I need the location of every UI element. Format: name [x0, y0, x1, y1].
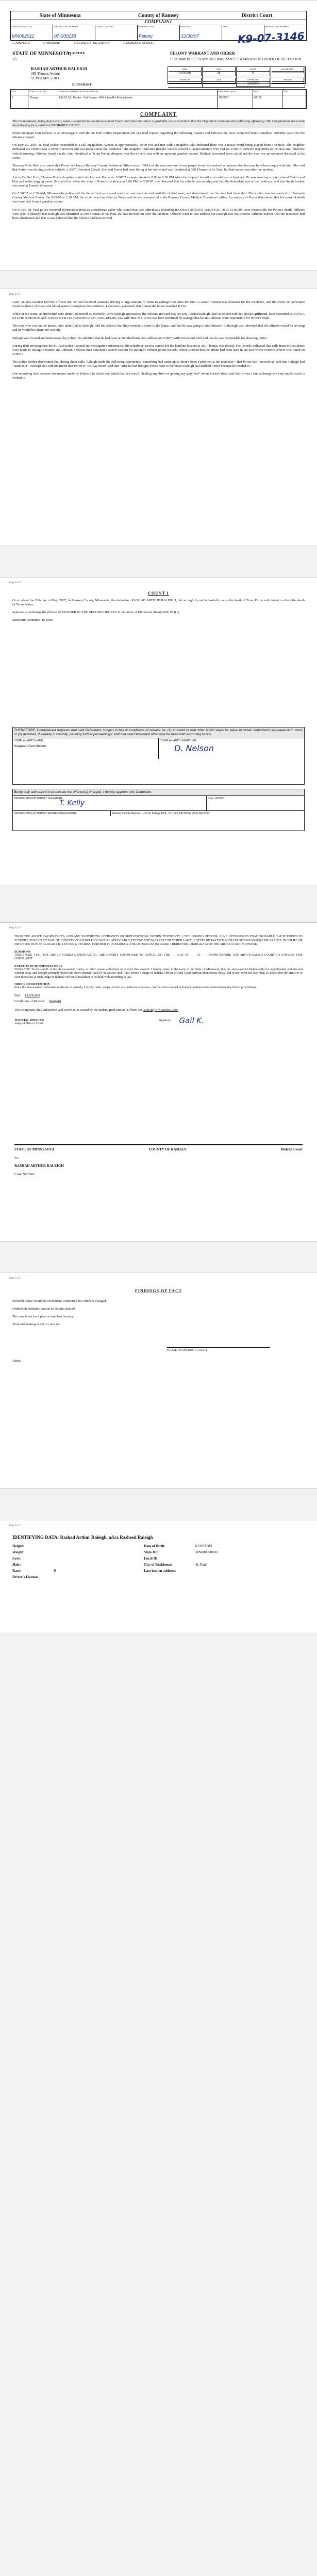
identifying-title: IDENTIFYING DATA: Rashad Arthur Raleigh, a/k/a Rasheed Raleigh [12, 1535, 153, 1540]
judge-signature-line: JUDGE OF DISTRICT COURT [167, 1347, 270, 1352]
conditions-row [14, 999, 303, 1003]
identifying-value-2: 01/02/1989 [195, 1544, 212, 1548]
identifying-value: B [54, 1569, 56, 1573]
form-cell-value: Felony [139, 33, 153, 39]
id-cell-value [272, 72, 305, 73]
detention-text: Since the above-named defendant is already in custody, I hereby order, subject to bail or conditions of release, that the above-named defendant continue to be detained pending further proceedings. [14, 986, 257, 989]
identifying-right [144, 1575, 305, 1579]
page-2-paragraph-5: During their investigation the St. Paul police learned an investigative subpoena to the telephone service carrier for the landline located at 389 Thomas was issued. The records indicated that calls from the residence were made to Raleigh's mother and Johnson. Officers then obtained a search warrant for Raleigh's cellular phone records, which showed that the phone had been used in the area where Porter's vehicle was found on 5/28/07. [12, 344, 305, 356]
complaint-heading: COMPLAINT [140, 112, 177, 117]
warrant-options: ☐ SUMMONS ☐ SUMMONS WARRANT ☐ WARRANT ☑ ORDER OF DETENTION [170, 57, 302, 61]
approval-statement: Being duly authorized to prosecute the offense(s) charged, I hereby approve this Complaint. [13, 789, 304, 795]
bail-label: Bail: [14, 993, 21, 997]
page-2-paragraph-6: The police further determined that during those calls, Raleigh made the following statements: "something bad came up so there's been a problem at the residence", that Porter had "messed up" and that Raleigh had "handled it". Raleigh also told his friend that Porter is "just lay down" and that "after he had brought Porter back to the house Raleigh had stabbed Porter because he needed to". [12, 360, 305, 368]
count-title: COUNT I [148, 591, 169, 596]
header-state: State of Minnesota [39, 12, 81, 19]
page-3 [0, 577, 317, 886]
id-cell-value [169, 82, 202, 83]
identifying-left [12, 1550, 144, 1554]
form-cell-label: OFFENSE LEVEL [138, 25, 155, 28]
prosecutor-signature-label: PROSECUTING ATTORNEY SIGNATURE: [14, 797, 64, 801]
identifying-left [12, 1556, 144, 1561]
findings-dated: Dated: [12, 1359, 22, 1363]
finding-line-3: The case is set for a plea or omnibus hearing. [12, 1315, 74, 1319]
id-cell [203, 67, 237, 77]
warrant-heading: FELONY WARRANT AND ORDER [170, 51, 235, 56]
identifying-body [12, 1535, 305, 1581]
prosecutor-approval-box [12, 789, 305, 831]
judicial-finding [14, 935, 303, 1025]
page-6-header: Page 6 of 7 [9, 1524, 21, 1527]
page-4-header: Page 4 of 7 [9, 927, 21, 929]
count-intro: On or about the 28th day of May, 2007, in Ramsey County, Minnesota, the defendant, RASHAD ARTHUR RALEIGH, did wrongfully and unlawfully cause the death of Teran Porter with intent to effect the death of Teran Porter; [12, 599, 305, 607]
conditions-label: Conditions of Release: [14, 999, 45, 1003]
id-cell-value: M [203, 72, 236, 76]
complainant-signature-cell [159, 738, 304, 759]
conditions-value: Standard [48, 999, 61, 1003]
header-court: District Court [241, 12, 273, 19]
statute-table [10, 89, 307, 109]
form-cell-label: AGENCY/OFFICE NO. [11, 25, 32, 28]
identifying-label-2: State ID: [144, 1550, 158, 1554]
defendant-name: RASHAD ARTHUR RALEIGH [31, 66, 88, 71]
id-cell-label: STATE ID [169, 78, 202, 82]
plaintiff-name: STATE OF MINNESOTA, [12, 51, 71, 57]
id-cell [203, 77, 237, 88]
id-cell-value: 01/02/89 [169, 72, 202, 76]
complaint-title: COMPLAINT [10, 19, 307, 25]
identifying-right [144, 1544, 305, 1548]
id-cell-label: PHONE [272, 78, 305, 82]
statute-header-cell: CNT [11, 90, 28, 95]
prosecutor-phone: (651) 266-3222 [192, 812, 210, 816]
handwritten-case-number: K9-07-3146 [237, 29, 305, 46]
bail-value: $1,000,000 [25, 993, 40, 997]
judicial-signature: Gail K. [179, 1015, 205, 1025]
form-cell [11, 25, 53, 40]
form-cell-label: CONTROLLING NUMBER [54, 25, 78, 28]
page-2-paragraph-2: While at the scene, an individual who identified herself as Michelle Rowe Raleigh approached the officers and said that her son, Rashad Raleigh, had called and told her that his girlfriend, later identified as JONNA SYLVIE JOHNSON and TONYA NYETTE WASHINGTON, DOB 10/1/86, was with him. Ms. Rowe had been informed by Raleigh that he and Johnson were responsible for Porter's death. [12, 312, 305, 320]
facts-paragraph-1: Police Sergeant Dan Nelson, is an investigator with the St. Paul Police Department and has read reports regarding the following matters and believes the facts contained herein establish probable cause for the offense charged. [12, 131, 305, 140]
statute-table-row [11, 95, 306, 108]
statute-header-cell: OFFENSE DATE [218, 90, 253, 95]
prosecutor-address-cell: Ramsey County Attorney — 50 W. Kellogg Blvd., ST. Paul, MN 55102 (651) 266-3222 [112, 812, 210, 816]
judicial-signature-label: Signature: [158, 1019, 172, 1022]
identifying-left [12, 1575, 144, 1579]
identifying-left [12, 1569, 144, 1573]
judicial-officer-row [14, 1015, 303, 1025]
judicial-signature-cell [158, 1015, 303, 1025]
case-caption [14, 1144, 303, 1176]
identifying-value-2: MN000000000 [195, 1550, 218, 1554]
statute-header-cell: STATUTE TYPE [28, 90, 58, 95]
judicial-officer-cell [14, 1019, 159, 1025]
checkbox-item: ☐ ORDER OF DETENTION [74, 42, 110, 45]
complainant-signature-box [12, 727, 305, 785]
id-cell [271, 67, 306, 77]
identifying-label: Eyes: [12, 1556, 21, 1561]
finding-line-1: Probable cause found that defendant committed the offenses charged. [12, 1299, 107, 1303]
facts-paragraph-4: Aaron Caullel Ford, Thomas Hoel's daughter stated she last saw Porter on 5/28/07 at approximately 8:00 to 8:30 PM when he dropped her off at an address on Iglehart. He was meeting a gray colored T-shirt and blue and white jogging pants. She said that when she went to Porter's residence at 9:00 PM on 5/28/07, she observed that his vehicle was missing and that the defendant was at the residence, and that the defendant was seen in Porter's driveway. [12, 175, 305, 188]
form-cell-value: 07-200118 [54, 33, 76, 39]
id-cell-label: ETHNICITY [272, 67, 305, 72]
page-3-header: Page 3 of 7 [9, 582, 21, 584]
statute-cell: 1 [11, 95, 28, 108]
finding-text: FROM THE ABOVE SWORN FACTS, AND ANY SUPPORTING AFFIDAVITS OR SUPPLEMENTAL SWORN TESTIMONY, I, THE ISSUING OFFICER, HAVE DETERMINED THAT PROBABLE CAUSE EXISTS TO SUPPORT, SUBJECT TO BAIL OR CONDITIONS OF RELEASE WHERE APPLICABLE, DEFENDANT(S) ARREST OR OTHER LAWFUL STEPS BE TAKEN TO OBTAIN DEFENDANT(S) APPEARANCE IN COURT, OR HIS DETENTION, IF ALREADY IN CUSTODY, PENDING FURTHER PROCEEDINGS. THE DEFENDANT(S) IS/ARE THEREFORE CHARGED WITH THE ABOVE-STATED OFFENSE. [14, 935, 303, 946]
prosecutor-date: 10/30/07 [214, 797, 225, 801]
sworn-date: 30th day of October, 2007 [143, 1008, 179, 1012]
caption-county: COUNTY OF RAMSEY [148, 1147, 187, 1151]
id-cell-label: SEX [203, 67, 236, 72]
page-2-body [12, 300, 305, 384]
caption-court: District Court [280, 1147, 303, 1151]
checkbox-item: ☐ DOMESTIC ASSAULT [123, 42, 155, 45]
identifying-value-2: St. Paul [195, 1563, 207, 1567]
findings-body [12, 1289, 305, 1363]
form-cell [180, 25, 222, 40]
complainant-name: Sergeant Dan Nelson [14, 744, 46, 749]
facts-paragraph-3: Thereon Mike Hoel also stated that Porter had been a Ramsey County Probation Officer since 1994, but she was unaware of any people from his caseload or anyone else that may have been angry with him. She said that Porter was driving a silver vehicle, a 2007 Chevrolet Cobalt. She said Porter had been living at her home and was identified at 389 Thomas in St. Paul, but had moved out after the incident. [12, 163, 305, 172]
identifying-rows [12, 1544, 305, 1579]
prosecutor-date-label: Date: [207, 797, 214, 801]
prosecutor-signature: T. Kelly [59, 799, 85, 808]
prosecutor-date-cell [207, 796, 304, 810]
form-cell [138, 25, 180, 40]
finding-line-4: Trial and hearing as set in court on: [12, 1323, 61, 1327]
id-cell [271, 77, 306, 88]
id-cell-value [272, 82, 305, 83]
statute-header-cell: GOC [282, 90, 306, 95]
id-cell-value [203, 82, 236, 83]
defendant-address-1: 389 Thomas Avenue [31, 72, 61, 76]
page-2-header: Page 2 of 7 [9, 293, 21, 296]
checkbox-row [12, 42, 305, 45]
page-6 [0, 1520, 317, 1633]
identifying-right [144, 1569, 305, 1573]
page-5 [0, 1273, 317, 1489]
bail-row [14, 994, 303, 997]
finding-line-2: Ordered defendant's motion to dismiss denied. [12, 1307, 76, 1311]
prosecutor-name: Ramsey County Attorney [112, 812, 141, 816]
caption-defendant: RASHAD ARTHUR RALEIGH [14, 1164, 64, 1168]
form-cell-value: 10/30/07 [181, 33, 199, 39]
identifying-label: Hair: [12, 1563, 21, 1567]
identifying-row [12, 1575, 305, 1579]
warrant-text: WARRANT. To the sheriff of the above-named county; or other person authorized to execute this warrant: I hereby order, in the name of the State of Minnesota, that the above-named Defendant(s) be apprehended and arrested without delay and brought promptly before the above-named Court (if in session, and if not, before a Judge or Judicial Officer of such Court without unnecessary delay, and in any event not later than 36 hours after the arrest or as soon thereafter as such Judge or Judicial Officer is available) to be dealt with according to law. [14, 968, 303, 979]
identifying-row [12, 1550, 305, 1554]
defendant-label: DEFENDANT [72, 83, 92, 87]
summons-section [14, 951, 303, 961]
identifying-label: Weight: [12, 1550, 25, 1554]
facts-paragraph-2: On May 29, 2007 St. Paul police responded to a call on Iglehart Avenue at approximately 10:00 PM and met with a neighbor who indicated there was a music heard being played from a vehicle. The neighbor indicated the vehicle was a silver Chevrolet and was parked near the residence. The neighbor indicated that the vehicle arrived at approximately 9:00 PM on 5/28/07. Officers responded to the area and found the vehicle running. Officers found a male, later identified as Teran Porter, slumped over the driver's seat with an apparent gunshot wound. Medical personnel were called and the man was pronounced deceased at the scene. [12, 143, 305, 160]
defendant-block [31, 66, 91, 88]
identifying-row [12, 1556, 305, 1561]
facts-paragraph-5: On 5/30/07 at 2:30 AM, Minneapolis police and the department processed found an unconscious and partially clothed man, and determined that the man had been shot. The victim was transported to Hennepin County Medical Center. On 5/29/07 at 1:30 AM, the victim was identified as Porter and he was transported to the Ramsey County Medical Examiner's office. An autopsy of Porter determined that his cause of death was homicide from a gunshot wound. [12, 192, 305, 204]
complainant-name-cell [13, 738, 159, 759]
detention-section [14, 983, 303, 990]
identifying-row [12, 1544, 305, 1548]
caption-state: STATE OF MINNESOTA [14, 1147, 55, 1151]
identifying-label: Height: [12, 1544, 24, 1548]
page-4 [0, 922, 317, 1242]
id-cell [168, 67, 203, 77]
identifying-right [144, 1563, 305, 1567]
complainant-signature-label: COMPLAINANT'S SIGNATURE: [160, 739, 197, 743]
form-cell-label: TYPE [223, 25, 228, 28]
statute-table-header [11, 90, 306, 95]
form-cell [95, 25, 138, 40]
page-2-paragraph-3: The man who was on the phone, later identified as Raleigh, told the officers that they needed to come to the house, and that he was going to turn himself in. Raleigh was informed that the officers would be arriving and he would be taken into custody. [12, 324, 305, 332]
caption-vs: vs. [14, 1156, 19, 1160]
prosecutor-address: 50 W. Kellogg Blvd., ST. Paul, MN 55102 [144, 812, 192, 816]
statute-cell [282, 95, 306, 108]
page-2-paragraph-1: Later, an area resident told the officers that he had observed someone driving a large amount of items to garbage bins after the shot. A search warrant was obtained for the residence, and the crime lab personnel found evidence of blood and blood spatter throughout the residence. Laboratory personnel determined the blood matched Porter. [12, 300, 305, 309]
identifying-left [12, 1563, 144, 1567]
therefore-statement: THEREFORE, Complainant requests that said Defendant, subject to bail or conditions of release be: (1) arrested or that other lawful steps be taken to obtain defendant's appearance in court; or (2) detained, if already in custody, pending further proceedings; and that said Defendant otherwise be dealt with according to law. [13, 727, 304, 738]
identifying-label: Driver's License: [12, 1575, 39, 1579]
statute-cell: Charge [28, 95, 58, 108]
sworn-row [14, 1008, 303, 1012]
form-cell [53, 25, 95, 40]
page-2-paragraph-7: One recording also contains statements made by Johnson in which she stated that she wasn't "feeling any drive or getting any gory feel" about Porter's death and that it was a fun exchange she very much wasn't a violent to. [12, 372, 305, 380]
identification-table [168, 66, 306, 84]
id-cell [237, 77, 271, 88]
form-cell-label: PROSECUTOR NUMBER [265, 25, 289, 28]
sworn-label: This complaint, duly subscribed and sworn to, is issued by the undersigned Judicial Officer this [14, 1008, 143, 1012]
count-charge: Said acts constituting the offense of MURDER IN THE SECOND DEGREE in violation of Minnesota Statute 609.19.1(1) [12, 611, 179, 615]
identifying-left [12, 1544, 144, 1548]
count-max-sentence: Maximum Sentence: 40 years [12, 618, 53, 622]
id-cell [237, 67, 271, 77]
complaint-body [12, 112, 305, 224]
id-cell-label: RACE [237, 67, 270, 72]
page-1 [0, 0, 317, 270]
identifying-label: Race: [12, 1569, 22, 1573]
id-cell [168, 77, 203, 88]
id-cell-label: DL# [203, 78, 236, 82]
detention-label: ORDER OF DETENTION [14, 983, 50, 986]
prosecutor-address-label: PROSECUTING ATTORNEY ADDRESS/TELEPHONE: [13, 811, 111, 816]
summons-text: THEREFORE YOU, THE ABOVE-NAMED DEFENDANT(S), ARE HEREBY SUMMONED TO APPEAR ON THE ___ DAY OF ___ AT ___ AM/PM BEFORE THE ABOVE-NAMED COURT TO ANSWER THIS COMPLAINT. [14, 953, 303, 960]
identifying-label-2: Date of Birth: [144, 1544, 165, 1548]
page-2-paragraph-4: Raleigh was located and interviewed by police. He admitted that he had been at the Sherburne Ave address on 5/28/07 with Porter and Ford and that he was responsible for shooting Porter. [12, 336, 268, 340]
id-cell-label: DOB [169, 67, 202, 72]
summons-label: SUMMONS [14, 950, 31, 954]
count-body [12, 591, 305, 626]
statute-header-cell: STATUTE NUMBER & DESCRIPTION [58, 90, 218, 95]
identifying-label-2: Last known address: [144, 1569, 176, 1573]
id-cell-value: 10/30/07 [237, 82, 270, 87]
complainant-name-label: COMPLAINANT'S NAME: [14, 739, 44, 743]
complainant-signature: D. Nelson [174, 743, 214, 754]
page-2 [0, 289, 317, 546]
identifying-right [144, 1556, 305, 1561]
warrant-type [170, 51, 304, 61]
versus: VS. [12, 57, 18, 61]
prosecutor-signature-cell [13, 796, 207, 810]
complaint-intro: The Complainant, being duly sworn, makes complaint to the above-named Court and states that there is probable cause to believe that the Defendant committed the following offense(s). The Complainant states that the following facts establish PROBABLE CAUSE: [12, 120, 305, 128]
checkbox-item: ☐ AMENDED [12, 42, 30, 45]
statute-cell: 609.19.1(1) Murder - 2nd Degree - With intent-Not Premeditated [58, 95, 218, 108]
checkbox-item: ☐ WARRANT [43, 42, 61, 45]
form-cell-label: DATE FILED [180, 25, 192, 28]
judicial-officer-name: Judge of District Court [14, 1022, 43, 1025]
caption-case-number: Case Number: [14, 1172, 36, 1176]
id-cell-label: CHARGING [237, 78, 270, 82]
id-cell-value: B [237, 72, 270, 76]
form-cell-label: COURT CASE NO. [96, 25, 114, 28]
identifying-label-2: Local ID: [144, 1556, 159, 1561]
judicial-officer-label: JUDICIAL OFFICER [14, 1019, 44, 1022]
statute-cell: H1102 [253, 95, 282, 108]
defendant-address-2: St. Paul MN 55103 [31, 76, 59, 80]
identifying-right [144, 1550, 305, 1554]
plaintiff-role: PLAINTIFF, [68, 52, 86, 55]
form-cell-value: MN062011 [12, 33, 35, 39]
identifying-row [12, 1569, 305, 1573]
statute-cell: 10/28/07 [218, 95, 253, 108]
warrant-label: EXECUTE IN MINNESOTA ONLY [14, 964, 63, 968]
identifying-row [12, 1563, 305, 1567]
page-5-header: Page 5 of 7 [9, 1277, 21, 1280]
identifying-label-2: City of Residence: [144, 1563, 172, 1567]
warrant-section [14, 965, 303, 980]
findings-title: FINDINGS OF FACT [135, 1289, 182, 1293]
facts-paragraph-6: On 6/1/07, St. Paul police received information from an anonymous caller who stated that two individuals including RASHAD ARTHUR RALEIGH, DOB 01/02/89, were responsible for Porter's death. Officers were able to identify that Raleigh was identified at 389 Thomas in St. Paul, but had moved out after the incident. Officers went to that address but Raleigh was not present. Officers learned that the residence had been abandoned and that it was believed that the vehicle had been moved. [12, 208, 305, 220]
header-county: County of Ramsey [138, 12, 179, 19]
parties-block [12, 51, 86, 61]
statute-header-cell: MOC [253, 90, 282, 95]
identifying-label-2 [144, 1575, 195, 1579]
